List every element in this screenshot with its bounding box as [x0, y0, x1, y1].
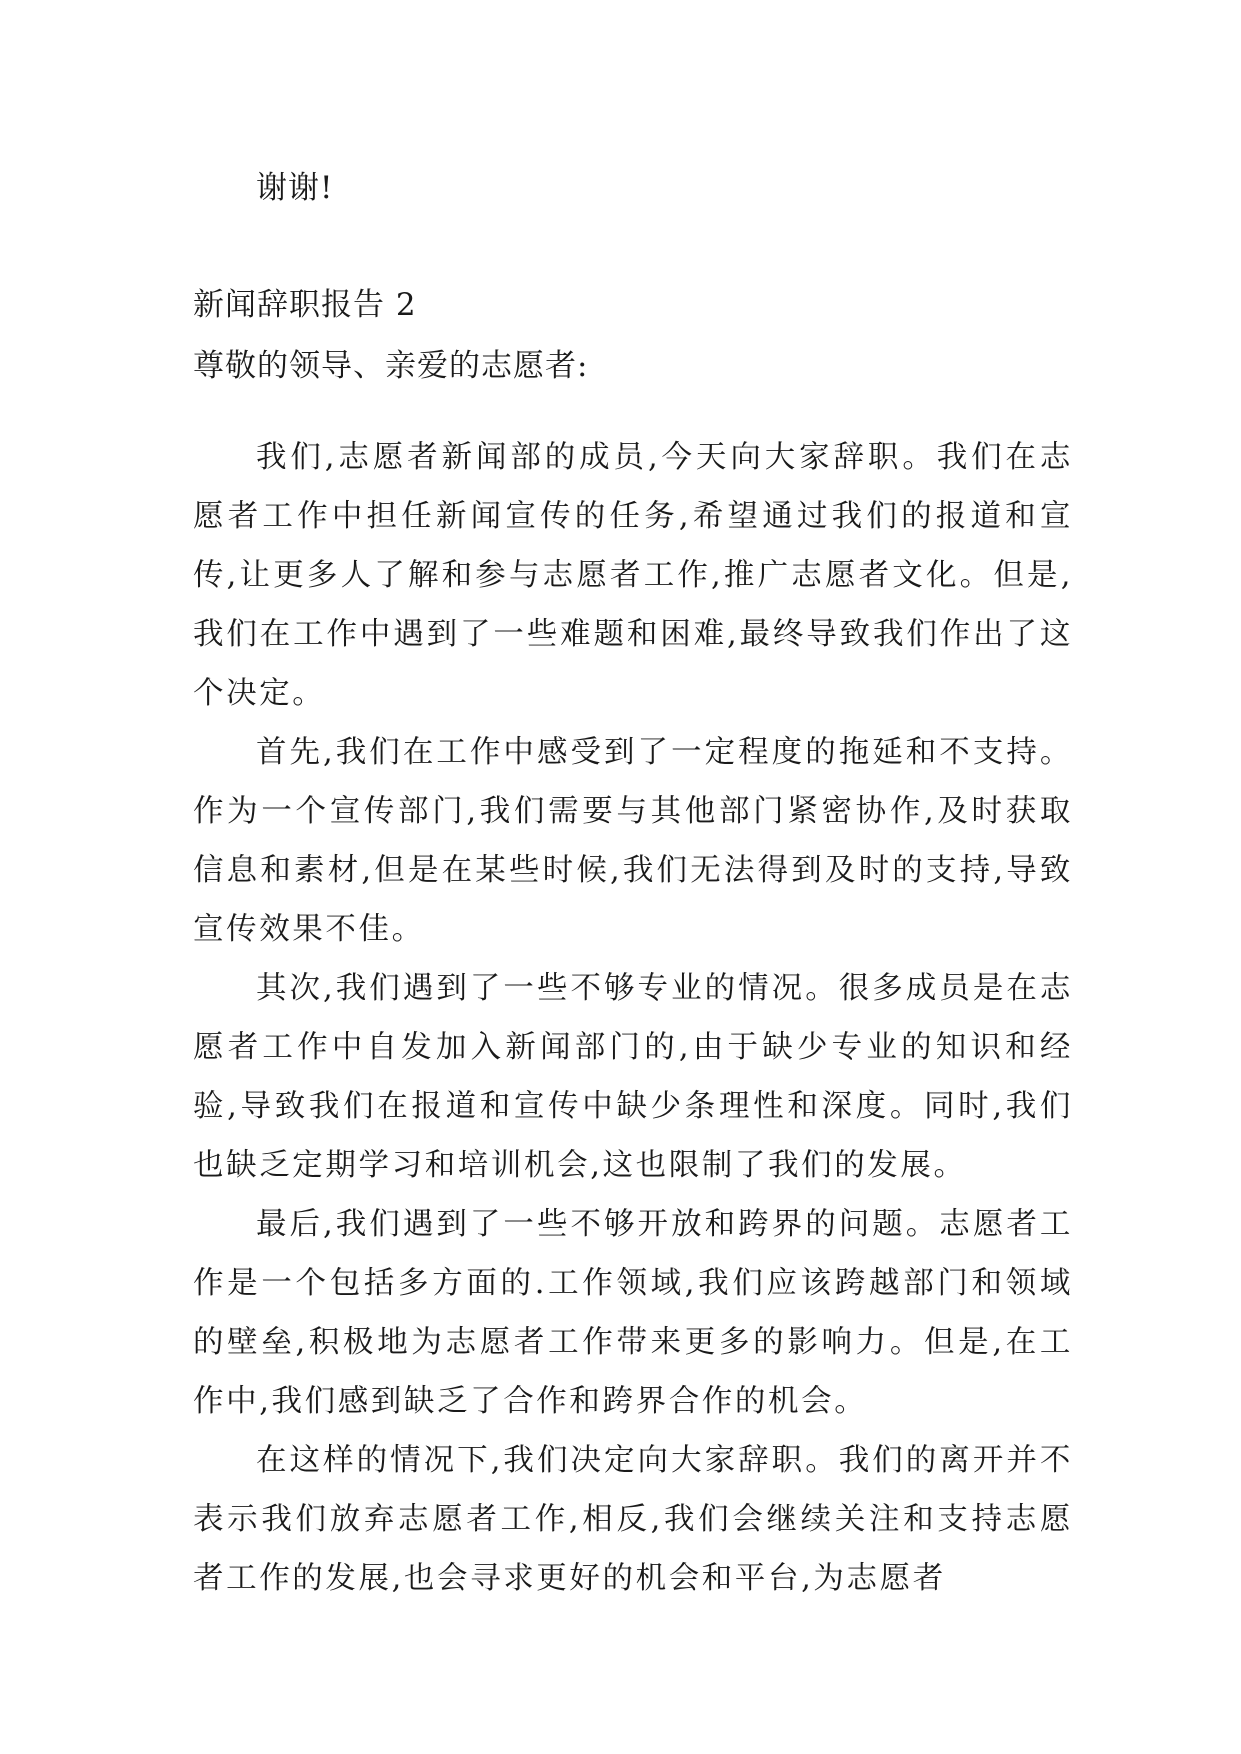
closing-text: 谢谢! — [256, 170, 334, 206]
paragraph: 最后,我们遇到了一些不够开放和跨界的问题。志愿者工作是一个包括多方面的.工作领域,我们应该跨越部门和领域的壁垒,积极地为志愿者工作带来更多的影响力。但是,在工作中,我们感到缺乏了合作和跨界合作的机会。 — [193, 1207, 1073, 1419]
paragraph: 首先,我们在工作中感受到了一定程度的拖延和不支持。作为一个宣传部门,我们需要与其他部门紧密协作,及时获取信息和素材,但是在某些时候,我们无法得到及时的支持,导致宣传效果不佳。 — [193, 735, 1073, 947]
paragraph: 在这样的情况下,我们决定向大家辞职。我们的离开并不表示我们放弃志愿者工作,相反,我们会继续关注和支持志愿者工作的发展,也会寻求更好的机会和平台,为志愿者 — [193, 1443, 1073, 1596]
salutation: 尊敬的领导、亲爱的志愿者: — [193, 348, 589, 384]
paragraph: 我们,志愿者新闻部的成员,今天向大家辞职。我们在志愿者工作中担任新闻宣传的任务,希望通过我们的报道和宣传,让更多人了解和参与志愿者工作,推广志愿者文化。但是,我们在工作中遇到了一些难题和困难,最终导致我们作出了这个决定。 — [193, 440, 1073, 711]
body-text — [193, 428, 1073, 1608]
document-title: 新闻辞职报告 2 — [193, 287, 417, 323]
paragraph: 其次,我们遇到了一些不够专业的情况。很多成员是在志愿者工作中自发加入新闻部门的,由于缺少专业的知识和经验,导致我们在报道和宣传中缺少条理性和深度。同时,我们也缺乏定期学习和培训机会,这也限制了我们的发展。 — [193, 971, 1073, 1183]
